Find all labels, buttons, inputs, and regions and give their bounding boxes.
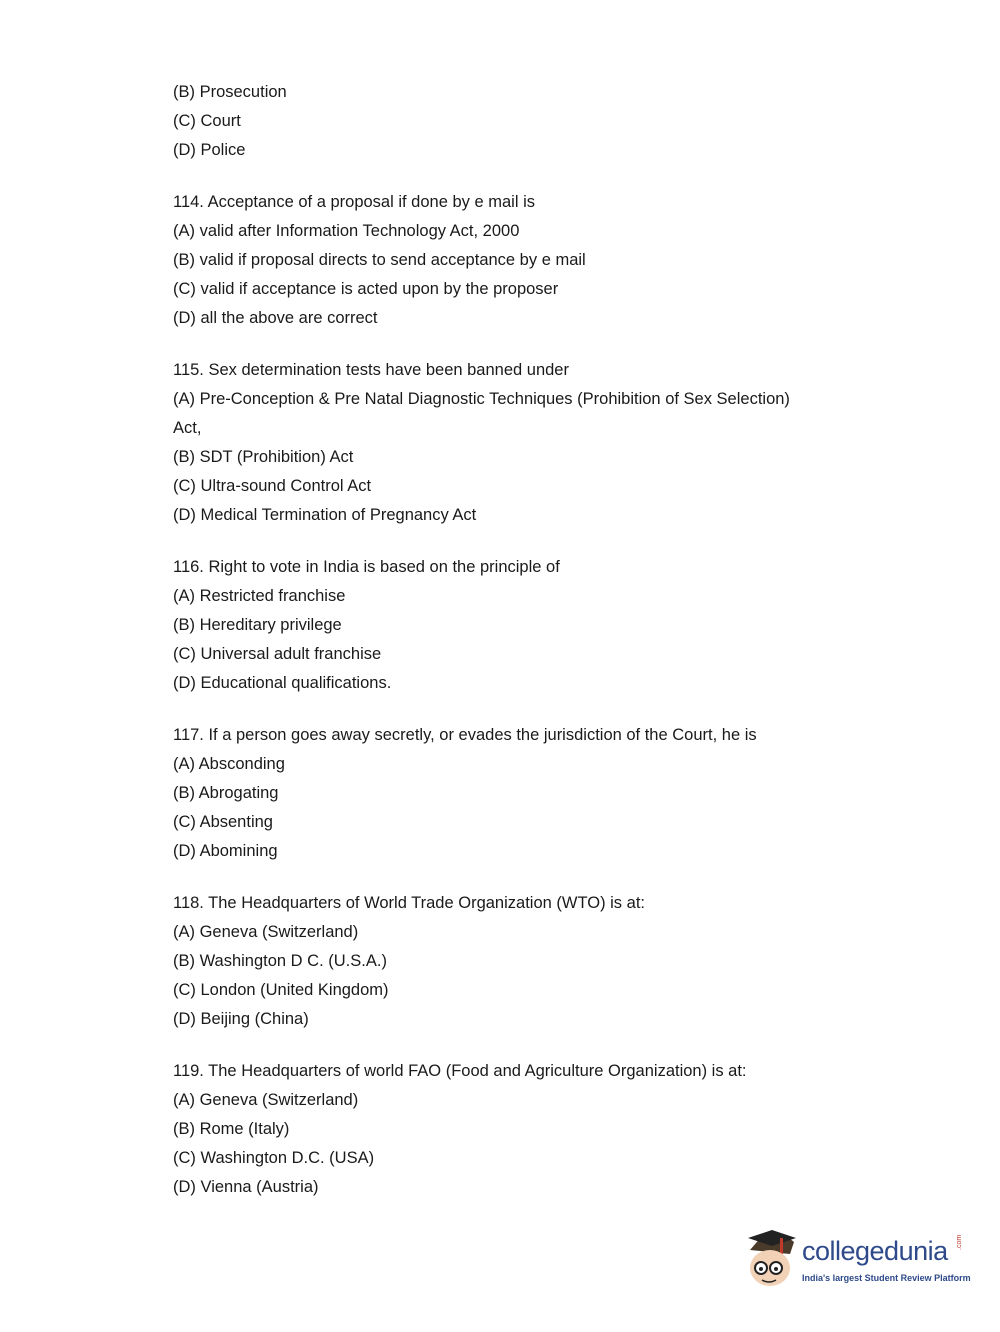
option-text: (C) Court (173, 112, 241, 130)
option-text: (C) valid if acceptance is acted upon by the proposer (173, 280, 559, 298)
question-block (173, 188, 833, 333)
option-text: (A) Absconding (173, 755, 285, 773)
question-list (173, 78, 833, 1202)
option-text: (B) Washington D C. (U.S.A.) (173, 952, 387, 970)
question-text: 119. The Headquarters of world FAO (Food and Agriculture Organization) is at: (173, 1062, 747, 1080)
option-text: (A) Restricted franchise (173, 587, 346, 605)
logo-tagline: India's largest Student Review Platform (802, 1273, 971, 1283)
question-text: 115. Sex determination tests have been banned under (173, 361, 569, 379)
option-text: (C) Absenting (173, 813, 273, 831)
option-text: (A) Geneva (Switzerland) (173, 923, 359, 941)
option-text: (D) Beijing (China) (173, 1010, 309, 1028)
option-text: (C) Washington D.C. (USA) (173, 1149, 375, 1167)
question-block (173, 78, 833, 165)
option-text: (D) Abomining (173, 842, 278, 860)
option-text: (C) Universal adult franchise (173, 645, 382, 663)
question-block (173, 356, 833, 530)
option-text: (C) London (United Kingdom) (173, 981, 389, 999)
question-text: 114. Acceptance of a proposal if done by e mail is (173, 193, 536, 211)
question-text: 118. The Headquarters of World Trade Organization (WTO) is at: (173, 894, 645, 912)
option-text: Act, (173, 419, 202, 437)
question-text: 116. Right to vote in India is based on the principle of (173, 558, 560, 576)
option-text: (A) valid after Information Technology Act, 2000 (173, 222, 520, 240)
question-spacer (173, 866, 833, 889)
collegedunia-logo[interactable] (742, 1228, 972, 1298)
option-text: (D) Vienna (Austria) (173, 1178, 319, 1196)
question-spacer (173, 333, 833, 356)
option-text: (B) Prosecution (173, 83, 287, 101)
option-text: (A) Geneva (Switzerland) (173, 1091, 359, 1109)
logo-wordmark: collegedunia (802, 1236, 948, 1266)
question-spacer (173, 1034, 833, 1057)
option-text: (B) Abrogating (173, 784, 279, 802)
question-block (173, 553, 833, 698)
question-block (173, 1057, 833, 1202)
question-spacer (173, 530, 833, 553)
mascot-icon (742, 1228, 800, 1288)
option-text: (D) all the above are correct (173, 309, 378, 327)
option-text: (A) Pre-Conception & Pre Natal Diagnostic Techniques (Prohibition of Sex Selection) (173, 390, 790, 408)
option-text: (D) Educational qualifications. (173, 674, 392, 692)
option-text: (D) Medical Termination of Pregnancy Act (173, 506, 477, 524)
option-text: (D) Police (173, 141, 246, 159)
question-block (173, 889, 833, 1034)
option-text: (B) valid if proposal directs to send acceptance by e mail (173, 251, 586, 269)
question-text: 117. If a person goes away secretly, or evades the jurisdiction of the Court, he is (173, 726, 757, 744)
question-block (173, 721, 833, 866)
option-text: (B) SDT (Prohibition) Act (173, 448, 354, 466)
option-text: (C) Ultra-sound Control Act (173, 477, 372, 495)
question-spacer (173, 165, 833, 188)
question-spacer (173, 698, 833, 721)
option-text: (B) Hereditary privilege (173, 616, 342, 634)
option-text: (B) Rome (Italy) (173, 1120, 290, 1138)
logo-suffix: .com (956, 1234, 963, 1250)
